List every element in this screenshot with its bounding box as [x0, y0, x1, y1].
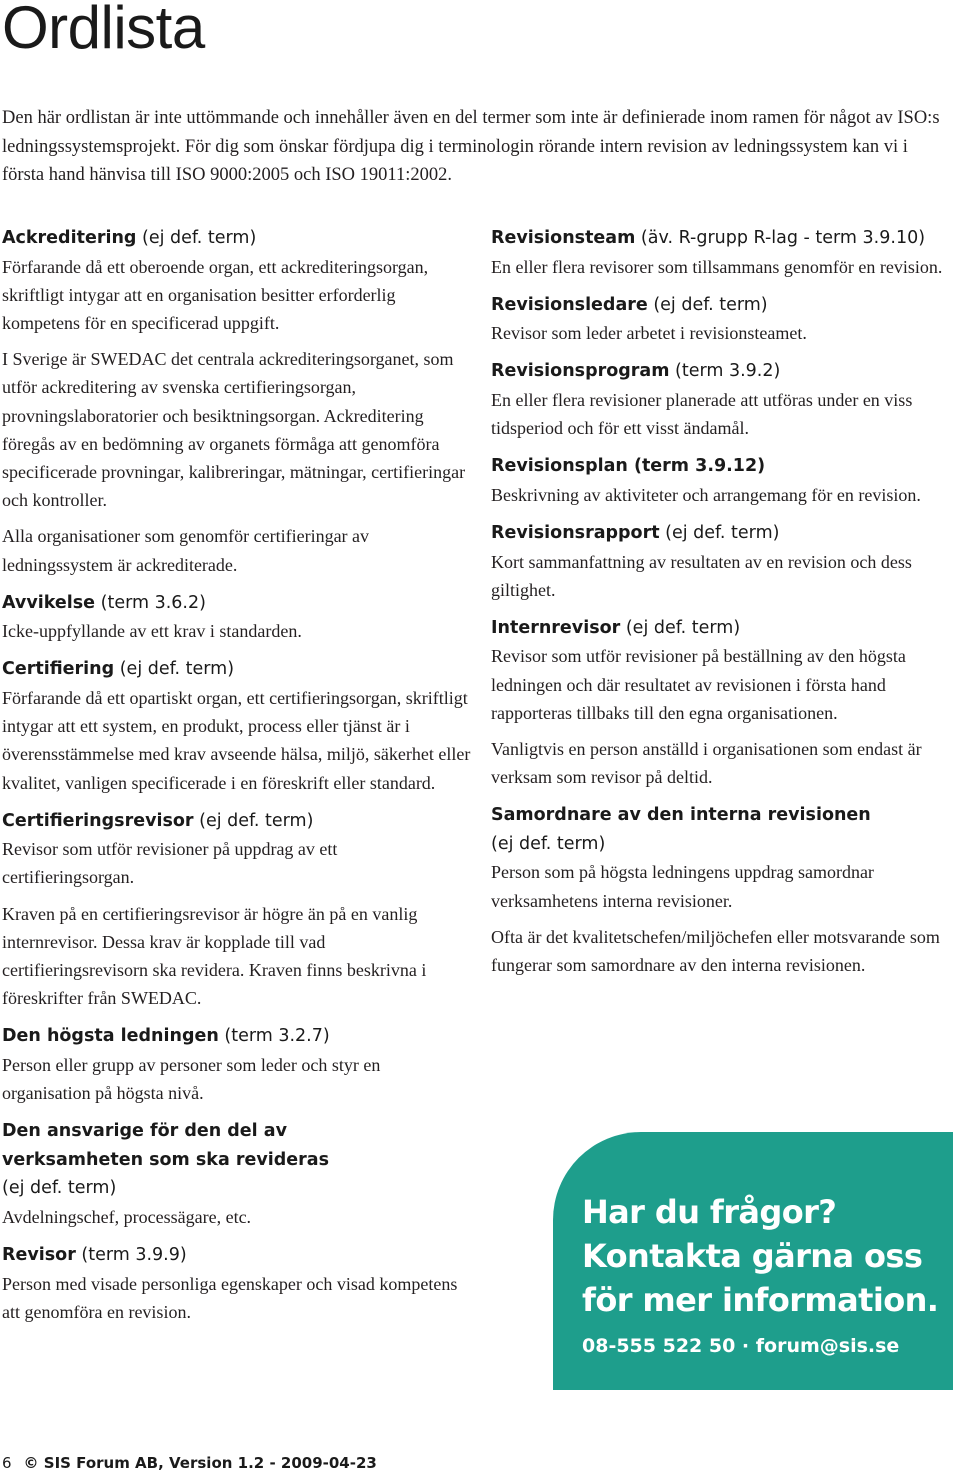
contact-heading: Har du frågor? Kontakta gärna oss för mer information.: [582, 1193, 939, 1319]
entry-spacer: [2, 1107, 472, 1117]
contact-info[interactable]: 08-555 522 50 · forum@sis.se: [582, 1335, 900, 1357]
glossary-term: [2, 1241, 472, 1270]
definition-text: I Sverige är SWEDAC det centrala ackrediteringsorganet, som utför ackreditering av svenska certifieringsorgan, provningslaboratorier och besiktningsorgan. Ackreditering föregås av en bedömning av organets förmåga att genomföra specificerade provningar, kalibreringar, mätningar, certifieringar och kontroller.: [2, 349, 466, 511]
term-reference: (term 3.9.2): [669, 361, 781, 382]
glossary-term: [2, 589, 472, 618]
entry-spacer: [491, 604, 953, 614]
glossary-entry: [491, 357, 953, 442]
definition-text: Revisor som leder arbetet i revisionsteamet.: [491, 323, 807, 344]
term-name: Samordnare av den interna revisionen: [491, 805, 871, 826]
glossary-entry: [491, 519, 953, 604]
term-name: Den högsta ledningen: [2, 1026, 219, 1047]
definition-text: Avdelningschef, processägare, etc.: [2, 1206, 252, 1227]
definition-text: Revisor som utför revisioner på beställning av den högsta ledningen och där resultatet av revisionen i första hand rapporteras tillbaks till den egna organisationen.: [491, 646, 906, 723]
intro-paragraph: Den här ordlistan är inte uttömmande och innehåller även en del termer som inte är definierade inom ramen för något av ISO:s ledningssystemsprojekt. För dig som önskar fördjupa dig i terminologin rörande intern revision av ledningssystem kan vi i första hand hänvisa till ISO 9000:2005 och ISO 19011:2002.: [2, 108, 940, 185]
glossary-entry: [2, 807, 472, 1013]
term-name: Den ansvarige för den del av: [2, 1121, 287, 1142]
definition-text: Kort sammanfattning av resultaten av en revision och dess giltighet.: [491, 551, 912, 600]
term-reference: (ej def. term): [659, 523, 780, 544]
glossary-entry: [491, 452, 953, 509]
entry-spacer: [491, 442, 953, 452]
footer: [2, 1452, 377, 1474]
entry-spacer: [2, 645, 472, 655]
entry-spacer: [491, 509, 953, 519]
entry-spacer: [2, 797, 472, 807]
paragraph-spacer: [491, 915, 953, 923]
term-name: Certifiering: [2, 659, 115, 680]
definition-text: Kraven på en certifieringsrevisor är högre än på en vanlig internrevisor. Dessa krav är kopplade till vad certifieringsrevisorn ska revidera. Kraven finns beskrivna i föreskrifter från SWEDAC.: [2, 903, 427, 1009]
definition-text: Revisor som utför revisioner på uppdrag av ett certifieringsorgan.: [2, 839, 338, 888]
glossary-entry: [2, 655, 472, 796]
glossary-entry: [2, 1117, 472, 1231]
entry-spacer: [491, 281, 953, 291]
glossary-term-reference: [2, 1174, 472, 1203]
term-reference: (term 3.9.9): [75, 1245, 187, 1266]
page-title: Ordlista: [2, 0, 205, 61]
glossary-column-left: [2, 224, 472, 1326]
term-name: Revisionsprogram: [491, 361, 670, 382]
glossary-term: [2, 655, 472, 684]
definition-text: Vanligtvis en person anställd i organisationen som endast är verksam som revisor på deltid.: [491, 739, 922, 788]
term-reference: (ej def. term): [2, 1178, 117, 1199]
copyright: © SIS Forum AB, Version 1.2 - 2009-04-23: [23, 1454, 377, 1472]
entry-spacer: [2, 1012, 472, 1022]
contact-box: [553, 1132, 953, 1390]
glossary-term: [2, 1117, 472, 1146]
glossary-term: [491, 801, 953, 830]
glossary-entry: [491, 614, 953, 792]
definition-text: Alla organisationer som genomför certifieringar av ledningssystem är ackrediterade.: [2, 526, 370, 575]
glossary-term: [491, 519, 953, 548]
glossary-term: [491, 224, 953, 253]
glossary-entry: [2, 1241, 472, 1326]
definition-text: Person som på högsta ledningens uppdrag samordnar verksamhetens interna revisioner.: [491, 862, 874, 911]
term-reference: (ej def. term): [114, 659, 235, 680]
term-name: Revisor: [2, 1245, 76, 1266]
term-reference: (term 3.2.7): [218, 1026, 330, 1047]
entry-spacer: [491, 347, 953, 357]
glossary-term: [491, 291, 953, 320]
definition-text: Person eller grupp av personer som leder och styr en organisation på högsta nivå.: [2, 1054, 381, 1104]
term-name: Internrevisor: [491, 617, 621, 638]
term-name: Avvikelse: [2, 592, 96, 613]
glossary-entry: [491, 801, 953, 979]
paragraph-spacer: [2, 337, 472, 345]
term-reference: (ej def. term): [193, 810, 314, 831]
term-name: Revisionsteam: [491, 228, 636, 248]
definition-text: Beskrivning av aktiviteter och arrangemang för en revision.: [491, 484, 921, 505]
glossary-term: [491, 357, 953, 386]
definition-text: Förfarande då ett opartiskt organ, ett certifieringsorgan, skriftligt intygar att ett system, en produkt, process eller tjänst är i överensstämmelse med krav avseende hälsa, miljö, säkerhet eller kvalitet, vanligen specificerade i en föreskrift eller standard.: [2, 687, 471, 793]
term-reference: (ej def. term): [647, 294, 768, 315]
definition-text: Icke-uppfyllande av ett krav i standarden.: [2, 621, 302, 642]
paragraph-spacer: [2, 892, 472, 900]
entry-spacer: [2, 579, 472, 589]
paragraph-spacer: [2, 514, 472, 522]
term-name: Revisionsrapport: [491, 523, 660, 544]
glossary-term: [2, 224, 472, 253]
term-reference: (ej def. term): [491, 833, 606, 854]
glossary-term: [491, 614, 953, 643]
definition-text: En eller flera revisorer som tillsammans genomför en revision.: [491, 256, 943, 277]
term-name: Revisionsledare: [491, 294, 648, 315]
term-reference: (ej def. term): [620, 617, 741, 638]
glossary-entry: [2, 224, 472, 579]
entry-spacer: [491, 791, 953, 801]
glossary-term-line2: [2, 1146, 472, 1175]
definition-text: Ofta är det kvalitetschefen/miljöchefen eller motsvarande som fungerar som samordnare av den interna revisionen.: [491, 926, 940, 976]
term-name: Ackreditering: [2, 228, 137, 248]
page-number: 6: [2, 1454, 12, 1472]
glossary-term: [2, 1022, 472, 1051]
term-reference: (äv. R-grupp R-lag - term 3.9.10): [635, 228, 926, 248]
glossary-entry: [2, 1022, 472, 1107]
glossary-entry: [2, 589, 472, 646]
term-reference: (term 3.6.2): [95, 592, 206, 613]
glossary-entry: [491, 291, 953, 348]
glossary-term: [491, 452, 953, 481]
term-name: verksamheten som ska revideras: [2, 1149, 329, 1170]
glossary-term-reference: [491, 830, 953, 859]
term-reference: (ej def. term): [136, 228, 257, 248]
entry-spacer: [2, 1231, 472, 1241]
glossary-entry: [491, 224, 953, 281]
definition-text: Person med visade personliga egenskaper och visad kompetens att genomföra en revision.: [2, 1273, 458, 1322]
definition-text: Förfarande då ett oberoende organ, ett ackrediteringsorgan, skriftligt intygar att en organisation besitter erforderlig kompetens för en specificerad uppgift.: [2, 256, 429, 333]
definition-text: En eller flera revisioner planerade att utföras under en viss tidsperiod och för ett visst ändamål.: [491, 389, 913, 439]
term-name: Revisionsplan (term 3.9.12): [491, 456, 766, 477]
glossary-column-right: [491, 224, 953, 979]
term-name: Certifieringsrevisor: [2, 810, 194, 831]
glossary-term: [2, 807, 472, 836]
paragraph-spacer: [491, 727, 953, 735]
